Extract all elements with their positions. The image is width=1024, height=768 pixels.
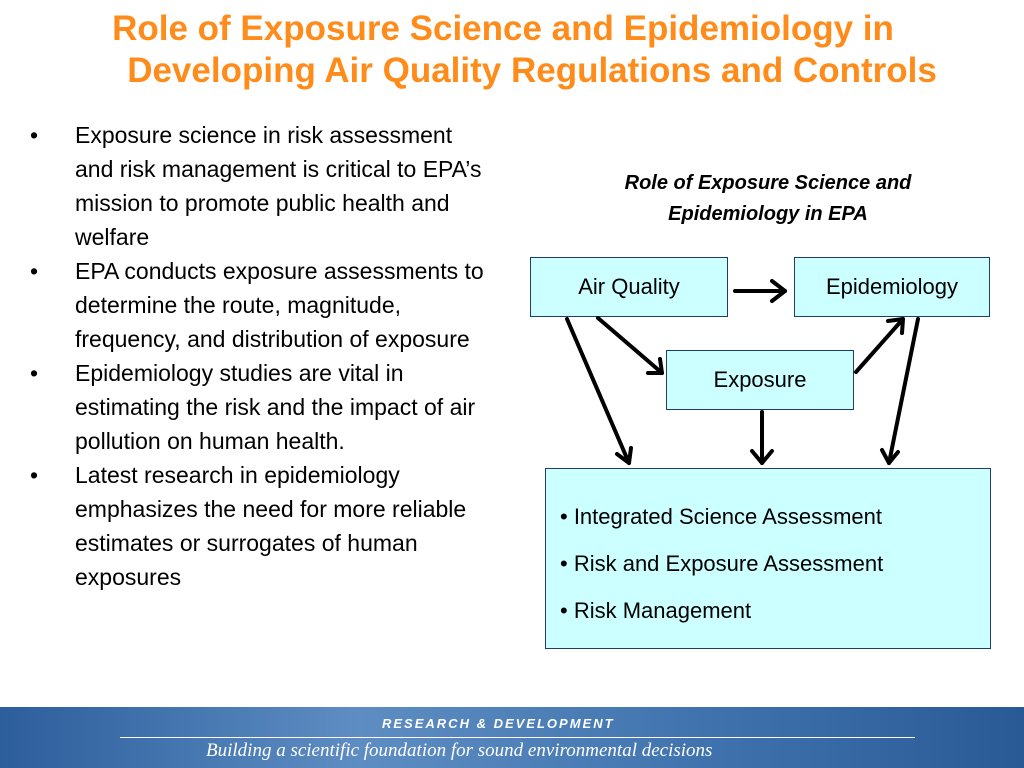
bullet-text: Exposure science in risk assessment and risk management is critical to EPA’s mission to promote public health and welfare xyxy=(75,122,482,250)
bullet-marker: • xyxy=(30,258,39,284)
air-quality-node: Air Quality xyxy=(530,257,728,317)
bullet-text: EPA conducts exposure assessments to determine the route, magnitude, frequency, and distribution of exposure xyxy=(75,258,484,352)
outcome-risk-exposure-assessment: • Risk and Exposure Assessment xyxy=(560,551,884,576)
arrow-exposure-to-epidemiology xyxy=(856,319,903,372)
outcome-integrated-science-assessment: • Integrated Science Assessment xyxy=(560,504,882,529)
epidemiology-node: Epidemiology xyxy=(794,257,990,317)
footer-tagline: Building a scientific foundation for sound environmental decisions xyxy=(206,740,713,761)
bullet-marker: • xyxy=(30,360,39,386)
diagram-title-line2: Epidemiology in EPA xyxy=(668,203,868,225)
arrow-exposure-to-outcomes xyxy=(752,412,772,463)
arrow-epidemiology-to-outcomes xyxy=(882,319,918,463)
slide-title-line1: Role of Exposure Science and Epidemiology in xyxy=(112,9,894,48)
diagram-title-line1: Role of Exposure Science and xyxy=(624,172,912,194)
footer-divider xyxy=(120,737,915,738)
arrow-air-quality-to-epidemiology xyxy=(735,281,785,301)
bullet-marker: • xyxy=(30,462,39,488)
bullet-text: Epidemiology studies are vital in estimating the risk and the impact of air pollution on human health. xyxy=(75,360,476,454)
slide-title-line2: Developing Air Quality Regulations and Controls xyxy=(127,51,937,90)
outcome-risk-management: • Risk Management xyxy=(560,598,752,623)
exposure-node: Exposure xyxy=(666,350,854,410)
footer-heading: RESEARCH & DEVELOPMENT xyxy=(382,716,615,731)
footer-banner xyxy=(0,707,1024,768)
arrow-air-quality-to-exposure xyxy=(598,318,662,373)
bullet-marker: • xyxy=(30,122,39,148)
bullet-text: Latest research in epidemiology emphasizes the need for more reliable estimates or surrogates of human exposures xyxy=(75,462,467,590)
